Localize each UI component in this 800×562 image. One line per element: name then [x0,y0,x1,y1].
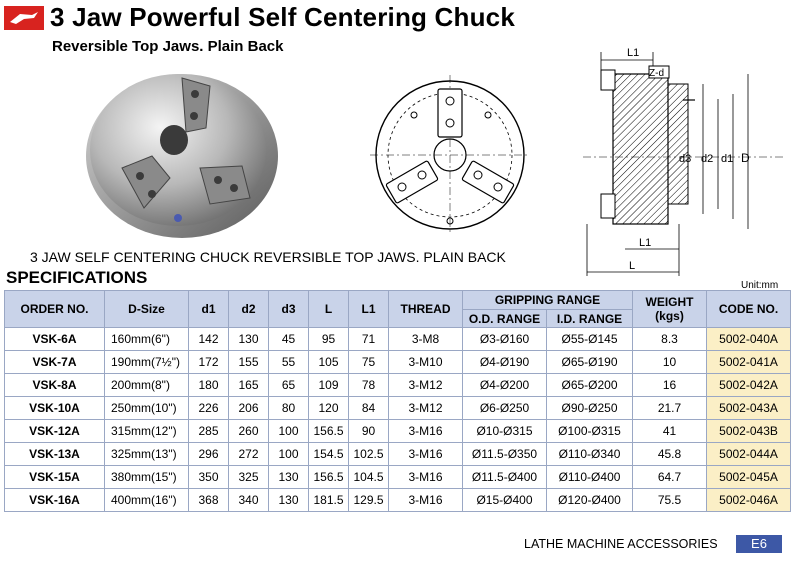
col-header-gripping: GRIPPING RANGE [463,291,633,310]
label-d1: d1 [721,153,734,165]
col-header-thread: THREAD [389,291,463,328]
weight-label: WEIGHT [645,295,694,309]
cell-l1: 129.5 [349,489,389,512]
cell-code: 5002-043B [707,420,791,443]
cell-thread: 3-M12 [389,374,463,397]
cell-d3: 130 [269,489,309,512]
chuck-photo [82,58,287,243]
cell-id: Ø90-Ø250 [547,397,633,420]
col-header-order: ORDER NO. [5,291,105,328]
label-l: L [629,260,636,272]
page-title: 3 Jaw Powerful Self Centering Chuck [50,2,515,32]
front-view-drawing [370,75,530,235]
cell-d3: 65 [269,374,309,397]
cell-d1: 296 [189,443,229,466]
cell-dsize: 190mm(7½") [105,351,189,374]
cell-thread: 3-M16 [389,489,463,512]
cell-l1: 75 [349,351,389,374]
cell-d2: 260 [229,420,269,443]
cell-code: 5002-046A [707,489,791,512]
cell-d1: 142 [189,328,229,351]
cell-d2: 206 [229,397,269,420]
cell-id: Ø55-Ø145 [547,328,633,351]
cell-d1: 172 [189,351,229,374]
page-number-badge: E6 [736,535,782,553]
cell-d1: 180 [189,374,229,397]
table-row [5,489,791,512]
table-row [5,466,791,489]
cell-dsize: 325mm(13") [105,443,189,466]
col-header-l: L [309,291,349,328]
page-subtitle: Reversible Top Jaws. Plain Back [52,38,284,55]
col-header-od: O.D. RANGE [463,310,547,328]
cell-d2: 325 [229,466,269,489]
cell-l: 95 [309,328,349,351]
specs-title: SPECIFICATIONS [6,268,148,287]
image-caption: 3 JAW SELF CENTERING CHUCK REVERSIBLE TOP JAWS. PLAIN BACK [30,249,506,265]
cell-order: VSK-12A [5,420,105,443]
cell-od: Ø10-Ø315 [463,420,547,443]
cell-weight: 8.3 [633,328,707,351]
cell-order: VSK-7A [5,351,105,374]
cell-d1: 368 [189,489,229,512]
cell-od: Ø6-Ø250 [463,397,547,420]
label-d3: d3 [679,153,692,165]
cell-dsize: 250mm(10") [105,397,189,420]
col-header-l1: L1 [349,291,389,328]
cell-code: 5002-041A [707,351,791,374]
label-D: D [741,151,750,165]
cell-order: VSK-16A [5,489,105,512]
table-row [5,420,791,443]
cell-od: Ø11.5-Ø350 [463,443,547,466]
cell-d2: 272 [229,443,269,466]
table-row [5,351,791,374]
col-header-id: I.D. RANGE [547,310,633,328]
cell-d3: 80 [269,397,309,420]
cell-d1: 226 [189,397,229,420]
col-header-d3: d3 [269,291,309,328]
cell-weight: 21.7 [633,397,707,420]
cell-code: 5002-045A [707,466,791,489]
cell-thread: 3-M16 [389,420,463,443]
col-header-d2: d2 [229,291,269,328]
cell-l: 156.5 [309,466,349,489]
cell-d3: 130 [269,466,309,489]
cell-d3: 55 [269,351,309,374]
cell-od: Ø3-Ø160 [463,328,547,351]
cell-order: VSK-13A [5,443,105,466]
cell-id: Ø110-Ø340 [547,443,633,466]
brand-logo [4,6,44,30]
cell-thread: 3-M12 [389,397,463,420]
cell-weight: 75.5 [633,489,707,512]
footer-text: LATHE MACHINE ACCESSORIES [524,537,718,551]
label-l1-bottom: L1 [639,237,652,249]
col-header-dsize: D-Size [105,291,189,328]
cell-code: 5002-042A [707,374,791,397]
weight-unit: (kgs) [655,309,684,323]
cell-d1: 350 [189,466,229,489]
side-view-drawing [583,44,783,284]
cell-weight: 64.7 [633,466,707,489]
cell-od: Ø11.5-Ø400 [463,466,547,489]
col-header-d1: d1 [189,291,229,328]
cell-dsize: 315mm(12") [105,420,189,443]
table-row [5,328,791,351]
label-d2: d2 [701,153,714,165]
cell-id: Ø120-Ø400 [547,489,633,512]
cell-d1: 285 [189,420,229,443]
cell-dsize: 380mm(15") [105,466,189,489]
cell-weight: 16 [633,374,707,397]
cell-od: Ø15-Ø400 [463,489,547,512]
cell-l: 105 [309,351,349,374]
cell-l: 156.5 [309,420,349,443]
cell-order: VSK-6A [5,328,105,351]
cell-order: VSK-15A [5,466,105,489]
cell-code: 5002-040A [707,328,791,351]
cell-d3: 100 [269,420,309,443]
label-zd: Z-d [649,68,664,79]
cell-l: 181.5 [309,489,349,512]
cell-l: 154.5 [309,443,349,466]
cell-dsize: 400mm(16") [105,489,189,512]
cell-dsize: 160mm(6") [105,328,189,351]
cell-order: VSK-10A [5,397,105,420]
table-row [5,374,791,397]
cell-code: 5002-044A [707,443,791,466]
cell-l1: 71 [349,328,389,351]
cell-d2: 155 [229,351,269,374]
cell-thread: 3-M8 [389,328,463,351]
cell-d3: 45 [269,328,309,351]
cell-thread: 3-M16 [389,466,463,489]
cell-dsize: 200mm(8") [105,374,189,397]
label-l1-top: L1 [627,47,640,59]
unit-label: Unit:mm [741,280,779,291]
cell-code: 5002-043A [707,397,791,420]
cell-weight: 45.8 [633,443,707,466]
col-header-weight [633,291,707,328]
cell-l1: 104.5 [349,466,389,489]
cell-l1: 84 [349,397,389,420]
cell-d2: 130 [229,328,269,351]
cell-thread: 3-M16 [389,443,463,466]
cell-od: Ø4-Ø190 [463,351,547,374]
cell-l1: 90 [349,420,389,443]
cell-l1: 102.5 [349,443,389,466]
cell-od: Ø4-Ø200 [463,374,547,397]
table-row [5,443,791,466]
cell-id: Ø65-Ø190 [547,351,633,374]
cell-id: Ø100-Ø315 [547,420,633,443]
cell-d2: 165 [229,374,269,397]
cell-weight: 10 [633,351,707,374]
cell-l: 120 [309,397,349,420]
table-row [5,397,791,420]
specs-table [4,290,791,512]
cell-l1: 78 [349,374,389,397]
cell-id: Ø65-Ø200 [547,374,633,397]
col-header-code: CODE NO. [707,291,791,328]
cell-weight: 41 [633,420,707,443]
cell-order: VSK-8A [5,374,105,397]
cell-d2: 340 [229,489,269,512]
cell-l: 109 [309,374,349,397]
cell-thread: 3-M10 [389,351,463,374]
cell-id: Ø110-Ø400 [547,466,633,489]
cell-d3: 100 [269,443,309,466]
